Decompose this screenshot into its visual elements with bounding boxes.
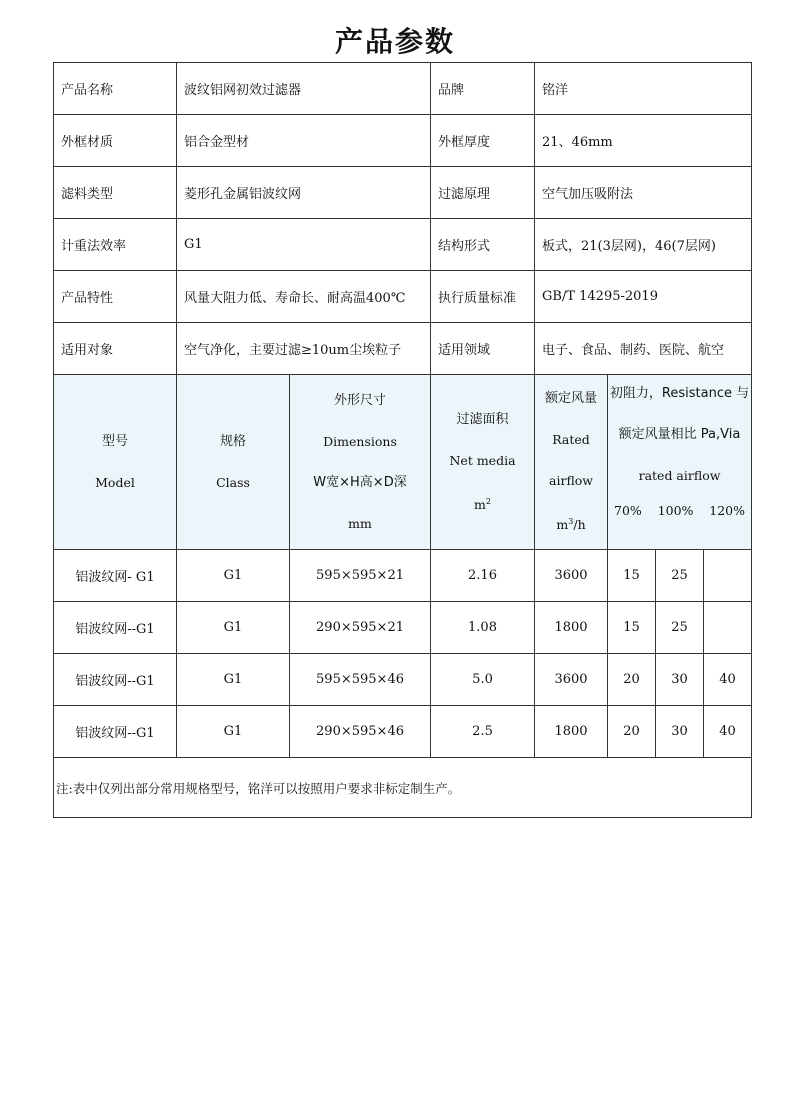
header-class [177, 375, 290, 550]
info-label: 计重法效率 [54, 219, 177, 271]
info-row [54, 219, 752, 271]
cell-airflow: 1800 [535, 706, 608, 758]
header-dim-formula: W宽×H高×D深 [313, 475, 407, 490]
header-res-line1: 初阻力，Resistance 与 [609, 386, 750, 401]
cell-airflow: 3600 [535, 654, 608, 706]
cell-model: 铝波纹网--G1 [54, 706, 177, 758]
table-row [54, 706, 752, 758]
info-value: GB/T 14295-2019 [535, 271, 752, 323]
info-label: 外框厚度 [431, 115, 535, 167]
header-class-en: Class [216, 475, 250, 490]
info-value: 风量大阻力低、寿命长、耐高温400℃ [177, 271, 431, 323]
cell-res-100: 25 [656, 550, 704, 602]
header-res-line2: 额定风量相比 Pa,Via [618, 427, 741, 442]
header-area-en: Net media [449, 452, 516, 468]
info-label: 过滤原理 [431, 167, 535, 219]
info-label: 产品名称 [54, 63, 177, 115]
cell-res-70: 20 [608, 654, 656, 706]
cell-area: 2.16 [431, 550, 535, 602]
info-value: 铭洋 [535, 63, 752, 115]
info-label: 适用领域 [431, 323, 535, 375]
cell-area: 1.08 [431, 602, 535, 654]
cell-area: 2.5 [431, 706, 535, 758]
info-label: 结构形式 [431, 219, 535, 271]
info-label: 外框材质 [54, 115, 177, 167]
info-value: 21、46mm [535, 115, 752, 167]
info-row [54, 167, 752, 219]
cell-dimensions: 290×595×46 [290, 706, 431, 758]
cell-res-120: 40 [704, 706, 752, 758]
spec-header-row [54, 375, 752, 550]
cell-class: G1 [177, 654, 290, 706]
cell-model: 铝波纹网--G1 [54, 602, 177, 654]
header-model [54, 375, 177, 550]
header-res-percentages [608, 500, 751, 521]
info-label: 产品特性 [54, 271, 177, 323]
cell-dimensions: 595×595×46 [290, 654, 431, 706]
header-model-zh: 型号 [101, 434, 128, 449]
header-airflow [535, 375, 608, 550]
cell-airflow: 3600 [535, 550, 608, 602]
cell-res-120 [704, 550, 752, 602]
header-area-zh: 过滤面积 [456, 411, 509, 427]
info-label: 适用对象 [54, 323, 177, 375]
header-model-en: Model [95, 475, 135, 490]
info-value: 空气加压吸附法 [535, 167, 752, 219]
cell-class: G1 [177, 706, 290, 758]
cell-model: 铝波纹网--G1 [54, 654, 177, 706]
header-flow-unit: $m^3/h$ [556, 517, 586, 533]
pct-70: 70% [614, 503, 642, 518]
info-value: 电子、食品、制药、医院、航空 [535, 323, 752, 375]
header-flow-en1: Rated [552, 432, 590, 448]
pct-120: 120% [709, 503, 746, 518]
page-title: 产品参数 [334, 25, 455, 58]
info-value: 波纹铝网初效过滤器 [177, 63, 431, 115]
info-value: 空气净化，主要过滤≥10um尘埃粒子 [177, 323, 431, 375]
note-row [54, 758, 752, 818]
info-value: 铝合金型材 [177, 115, 431, 167]
cell-dimensions: 290×595×21 [290, 602, 431, 654]
cell-class: G1 [177, 602, 290, 654]
info-row [54, 63, 752, 115]
cell-res-70: 15 [608, 602, 656, 654]
info-value: 板式，21(3层网)，46(7层网) [535, 219, 752, 271]
table-note: 注:表中仅列出部分常用规格型号，铭洋可以按照用户要求非标定制生产。 [54, 758, 752, 818]
cell-model: 铝波纹网- G1 [54, 550, 177, 602]
cell-class: G1 [177, 550, 290, 602]
header-flow-en2: airflow [549, 473, 594, 489]
info-value: 菱形孔金属铝波纹网 [177, 167, 431, 219]
table-row [54, 654, 752, 706]
cell-res-100: 30 [656, 706, 704, 758]
header-class-zh: 规格 [219, 434, 246, 449]
cell-res-100: 25 [656, 602, 704, 654]
pct-100: 100% [657, 503, 694, 518]
header-resistance [608, 375, 752, 550]
cell-res-120 [704, 602, 752, 654]
header-dim-en: Dimensions [323, 434, 397, 449]
cell-area: 5.0 [431, 654, 535, 706]
header-flow-zh: 额定风量 [545, 391, 598, 407]
header-area-unit: $m^2$ [474, 496, 491, 513]
header-area [431, 375, 535, 550]
info-row [54, 323, 752, 375]
header-res-line3: rated airflow [638, 468, 721, 483]
header-dim-unit: mm [348, 516, 372, 531]
header-dimensions [290, 375, 431, 550]
cell-airflow: 1800 [535, 602, 608, 654]
info-value: G1 [177, 219, 431, 271]
header-dim-zh: 外形尺寸 [334, 393, 387, 408]
table-row [54, 550, 752, 602]
cell-res-120: 40 [704, 654, 752, 706]
info-label: 执行质量标准 [431, 271, 535, 323]
table-row [54, 602, 752, 654]
product-parameters-table [53, 62, 752, 818]
cell-dimensions: 595×595×21 [290, 550, 431, 602]
info-label: 滤料类型 [54, 167, 177, 219]
cell-res-70: 20 [608, 706, 656, 758]
cell-res-100: 30 [656, 654, 704, 706]
info-label: 品牌 [431, 63, 535, 115]
info-row [54, 271, 752, 323]
info-row [54, 115, 752, 167]
cell-res-70: 15 [608, 550, 656, 602]
